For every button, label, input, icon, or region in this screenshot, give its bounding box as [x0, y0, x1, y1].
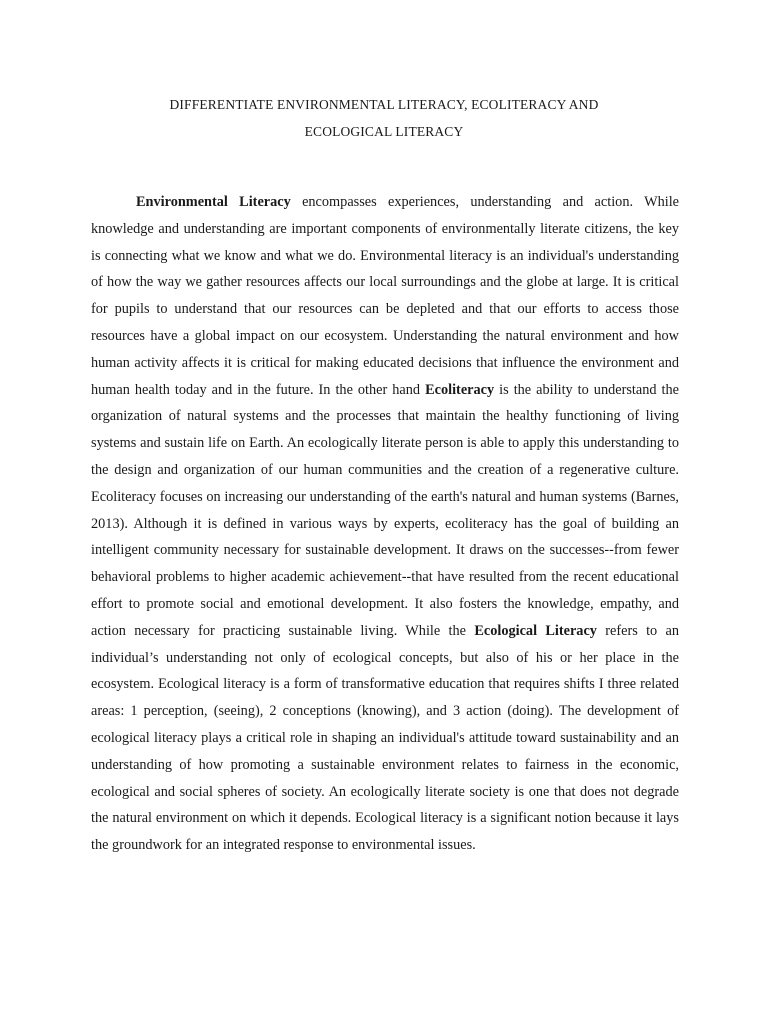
document-title: [60, 92, 708, 145]
term-ecoliteracy: Ecoliteracy: [425, 381, 495, 398]
paragraph-text-1: encompasses experiences, understanding and action. While knowledge and understanding are important components of environmentally literate citizens, the key is connecting what we know and what we do. Environmental literacy is an individual's understanding of how the way we gather resources affects our local surroundings and the globe at large. It is critical for pupils to understand that our resources can be depleted and that our efforts to access those resources have a global impact on our ecosystem. Understanding the natural environment and how human activity affects it is critical for making educated decisions that influence the environment and human health today and in the future. In the other hand: [91, 194, 680, 398]
paragraph-text-2: is the ability to understand the organization of natural systems and the processes that maintain the healthy functioning of living systems and sustain life on Earth. An ecologically literate person is able to apply this understanding to the design and organization of our human communities and the creation of a regenerative culture. Ecoliteracy focuses on increasing our understanding of the earth's natural and human systems (Barnes, 2013). Although it is defined in various ways by experts, ecoliteracy has the goal of building an intelligent community necessary for sustainable development. It draws on the successes--from fewer behavioral problems to higher academic achievement--that have resulted from the recent educational effort to promote social and emotional development. It also fosters the knowledge, empathy, and action necessary for practicing sustainable living. While the: [91, 381, 679, 639]
paragraph-text-3: refers to an individual’s understanding not only of ecological concepts, but also of his or her place in the ecosystem. Ecological literacy is a form of transformative education that requires shifts I three related areas: 1 perception, (seeing), 2 conceptions (knowing), and 3 action (doing). The development of ecological literacy plays a critical role in shaping an individual's attitude toward sustainability and an understanding of how promoting a sustainable environment relates to fairness in the economic, ecological and social spheres of society. An ecologically literate society is one that does not degrade the natural environment on which it depends. Ecological literacy is a significant notion because it lays the groundwork for an integrated response to environmental issues.: [91, 622, 679, 854]
title-line-1: DIFFERENTIATE ENVIRONMENTAL LITERACY, ECOLITERACY AND: [169, 97, 599, 112]
term-environmental-literacy: Environmental Literacy: [136, 194, 291, 210]
term-ecological-literacy: Ecological Literacy: [474, 622, 597, 639]
body-paragraph: [91, 189, 679, 859]
title-line-2: ECOLOGICAL LITERACY: [304, 123, 464, 139]
